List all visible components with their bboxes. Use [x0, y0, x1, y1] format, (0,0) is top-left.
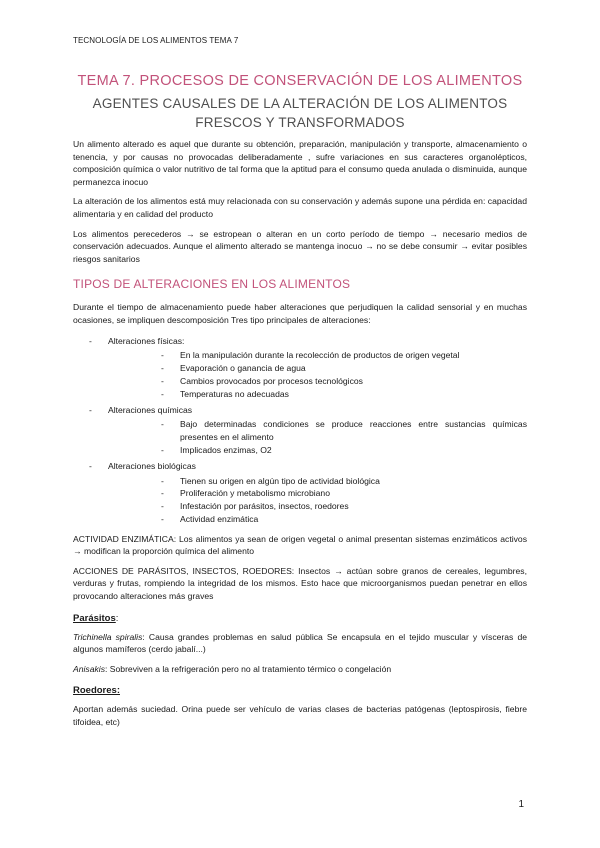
sub-list-text: En la manipulación durante la recolección de productos de origen vegetal	[180, 350, 460, 361]
sub-list-bullet: -	[161, 475, 164, 486]
list-bullet: -	[89, 404, 92, 415]
list-item-label: Alteraciones químicas	[108, 404, 193, 415]
list-bullet: -	[89, 335, 92, 346]
alterations-list	[73, 335, 527, 526]
parasitos-heading-text: Parásitos	[73, 612, 116, 624]
sub-list-bullet: -	[161, 388, 164, 399]
sub-list-item	[108, 444, 527, 457]
actividad-enzimatica-paragraph: ACTIVIDAD ENZIMÁTICA: Los alimentos ya sean de origen vegetal o animal presentan sistemas enzimáticos activos → modifican la proporción química del alimento	[73, 533, 527, 557]
anisakis-paragraph	[73, 663, 527, 676]
trichinella-paragraph	[73, 631, 527, 656]
sub-list-bullet: -	[161, 444, 164, 455]
sub-list-text: Infestación por parásitos, insectos, roedores	[180, 501, 349, 512]
sub-list-bullet: -	[161, 363, 164, 374]
sub-list-text: Evaporación o ganancia de agua	[180, 363, 306, 374]
section-title: TIPOS DE ALTERACIONES EN LOS ALIMENTOS	[73, 277, 351, 292]
roedores-heading	[73, 685, 527, 696]
list-item	[73, 335, 527, 401]
anisakis-name: Anisakis	[73, 663, 105, 674]
document-subtitle	[73, 94, 527, 132]
sub-list	[108, 418, 527, 456]
sub-list-item	[108, 487, 527, 500]
roedores-heading-text: Roedores:	[73, 685, 120, 697]
roedores-paragraph: Aportan además suciedad. Orina puede ser vehículo de varias clases de bacterias patógenas (leptospirosis, fiebre tifoidea, etc)	[73, 704, 527, 728]
parasitos-heading-colon: :	[115, 612, 119, 624]
list-bullet: -	[89, 460, 92, 471]
sub-list-item	[108, 375, 527, 388]
sub-list	[108, 349, 527, 400]
list-item-label: Alteraciones biológicas	[108, 460, 196, 471]
intro-paragraph-2: La alteración de los alimentos está muy relacionada con su conservación y además supone una pérdida en: capacidad alimentaria y en calidad del producto	[73, 196, 527, 219]
sub-list-text: Bajo determinadas condiciones se produce reacciones entre sustancias químicas presentes en el alimento	[180, 419, 527, 443]
running-header: TECNOLOGÍA DE LOS ALIMENTOS TEMA 7	[73, 36, 239, 45]
intro-paragraph-1: Un alimento alterado es aquel que durante su obtención, preparación, manipulación y transporte, almacenamiento o tenencia, y por causas no provocadas deliberadamente , sufre variaciones en sus caracteres organolépticos, composición química o valor nutritivo de tal forma que la aptitud para el consumo queda anulada o disminuida, aunque permanezca inocuo	[73, 139, 527, 187]
document-body	[73, 72, 527, 729]
section-intro: Durante el tiempo de almacenamiento puede haber alteraciones que perjudiquen la calidad sensorial y en muchas ocasiones, se impliquen descomposición Tres tipo principales de alteraciones:	[73, 302, 527, 325]
trichinella-text: : Causa grandes problemas en salud pública Se encapsula en el tejido muscular y vísceras de algunos mamíferos (cerdo jabalí...)	[73, 631, 528, 655]
sub-list-bullet: -	[161, 501, 164, 512]
sub-list-text: Implicados enzimas, O2	[180, 444, 272, 455]
document-title: TEMA 7. PROCESOS DE CONSERVACIÓN DE LOS ALIMENTOS	[77, 73, 523, 89]
intro-paragraph-3: Los alimentos perecederos → se estropean o alteran en un corto período de tiempo → necesario medios de conservación adecuados. Aunque el alimento alterado se mantenga inocuo → no se debe consumir → evitar posibles riesgos sanitarios	[73, 228, 527, 264]
anisakis-text: : Sobreviven a la refrigeración pero no al tratamiento térmico o congelación	[105, 663, 392, 674]
sub-list-text: Cambios provocados por procesos tecnológicos	[180, 375, 363, 386]
sub-list-bullet: -	[161, 419, 164, 430]
parasitos-heading	[73, 613, 527, 624]
subtitle-line-1: AGENTES CAUSALES DE LA ALTERACIÓN DE LOS ALIMENTOS	[92, 96, 508, 111]
list-item	[73, 460, 527, 526]
sub-list-text: Proliferación y metabolismo microbiano	[180, 488, 330, 499]
subtitle-line-2: FRESCOS Y TRANSFORMADOS	[195, 115, 405, 130]
sub-list-text: Tienen su origen en algún tipo de actividad biológica	[180, 475, 380, 486]
sub-list-bullet: -	[161, 488, 164, 499]
sub-list-item	[108, 475, 527, 488]
sub-list-item	[108, 418, 527, 444]
sub-list-bullet: -	[161, 350, 164, 361]
sub-list-text: Actividad enzimática	[180, 513, 259, 524]
page-number: 1	[518, 799, 524, 810]
sub-list-item	[108, 500, 527, 513]
sub-list-item	[108, 349, 527, 362]
list-item-label: Alteraciones físicas:	[108, 335, 185, 346]
trichinella-name: Trichinella spiralis	[73, 631, 143, 642]
list-item	[73, 404, 527, 457]
sub-list-text: Temperaturas no adecuadas	[180, 388, 289, 399]
sub-list	[108, 475, 527, 526]
sub-list-item	[108, 513, 527, 526]
sub-list-bullet: -	[161, 513, 164, 524]
acciones-parasitos-paragraph: ACCIONES DE PARÁSITOS, INSECTOS, ROEDORES: Insectos → actúan sobre granos de cereales, legumbres, verduras y frutas, rompiendo la integridad de los mismos. Esto hace que microorganismos puedan penetrar en ellos provocando alteraciones más graves	[73, 565, 527, 602]
sub-list-item	[108, 388, 527, 401]
sub-list-item	[108, 362, 527, 375]
sub-list-bullet: -	[161, 375, 164, 386]
